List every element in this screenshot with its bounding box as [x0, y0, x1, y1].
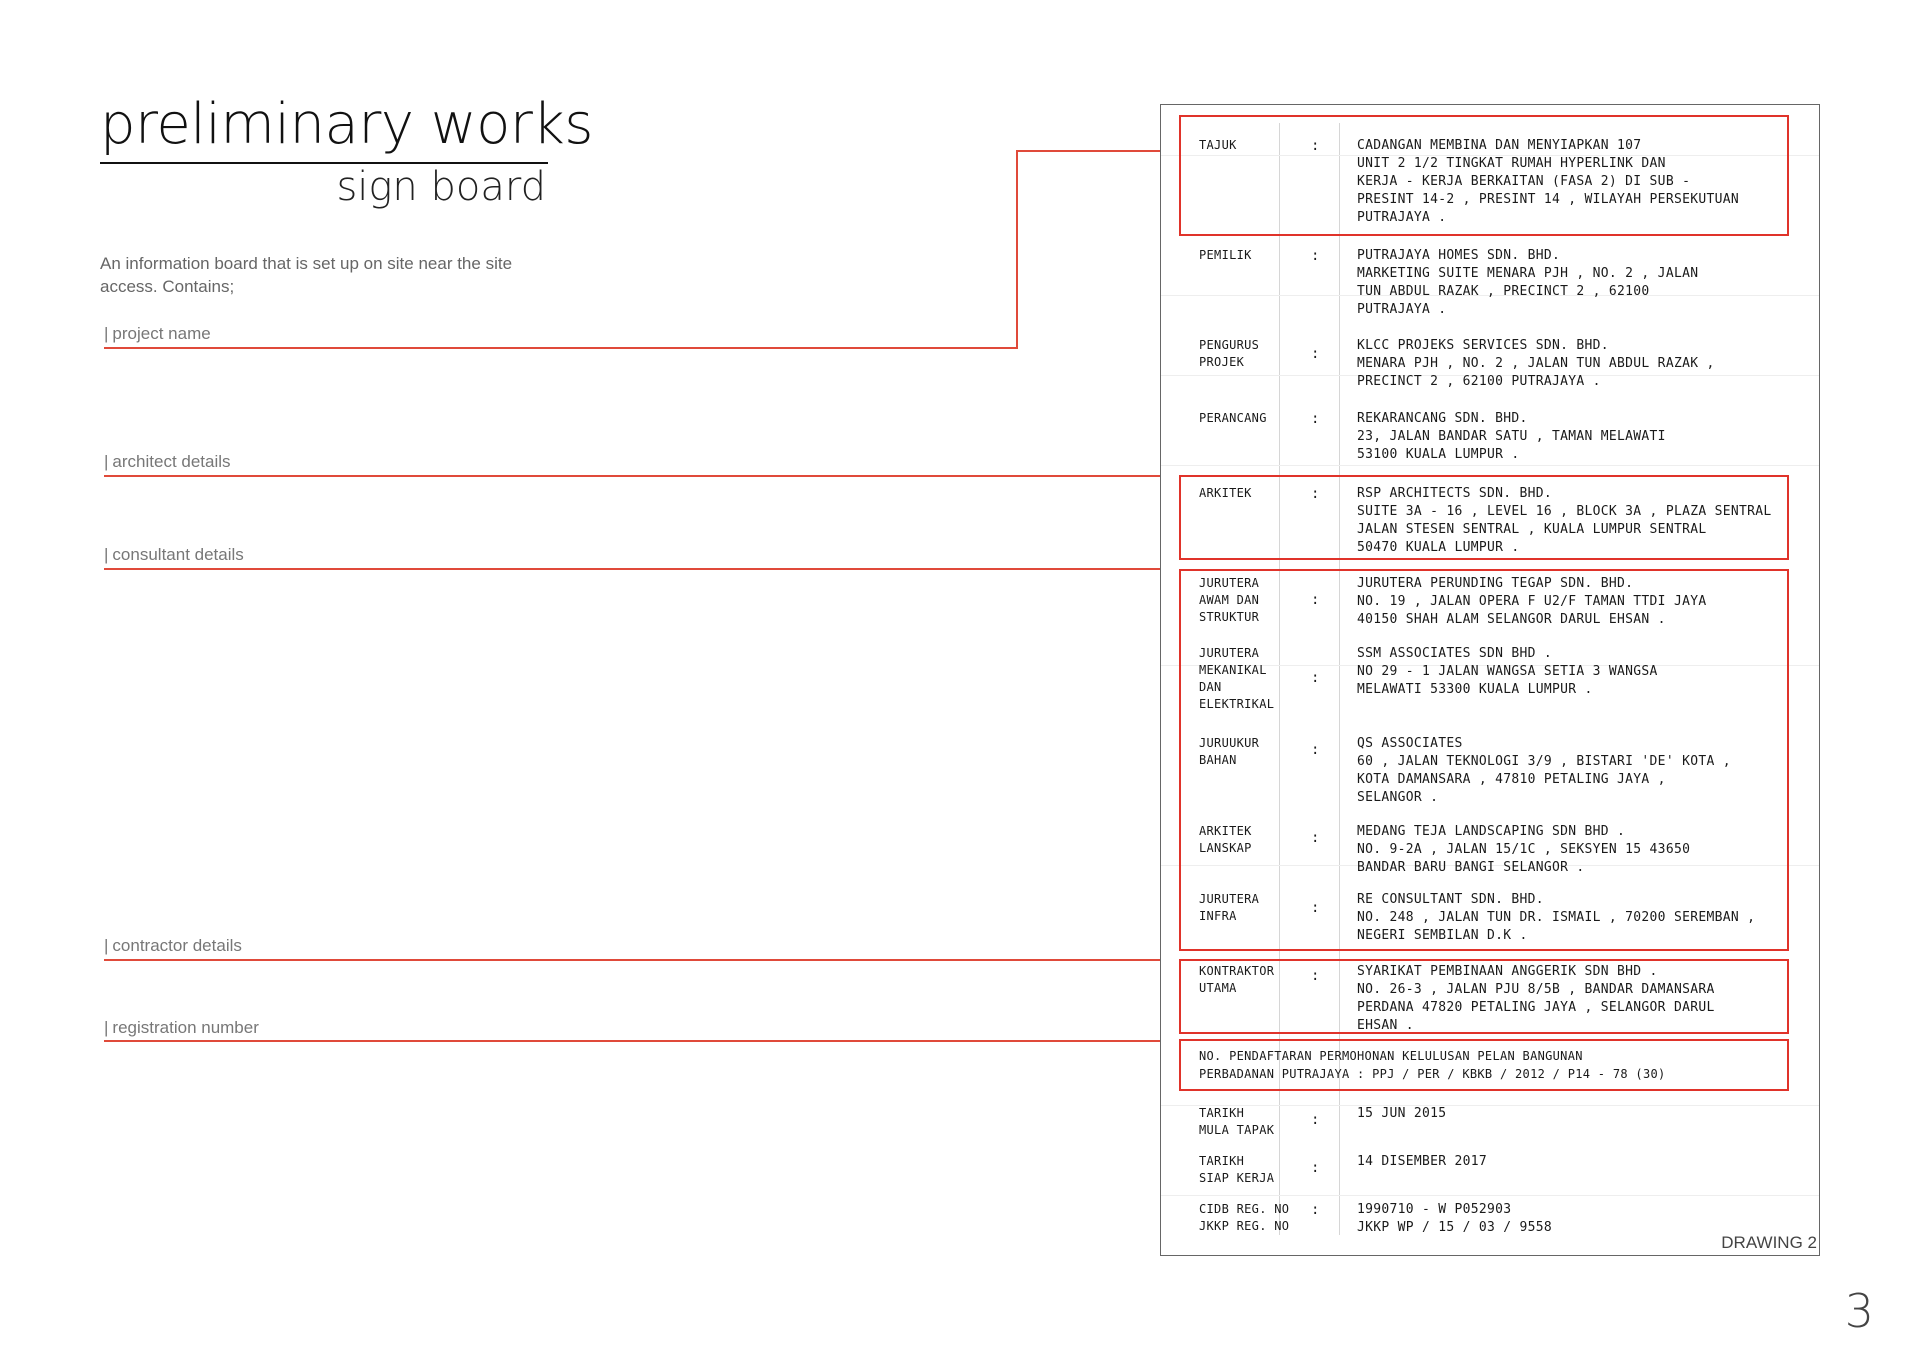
leader-project-name [104, 347, 1018, 349]
colon: : [1311, 346, 1320, 362]
guide-line [1161, 1195, 1819, 1196]
key-arkitek-lanskap: ARKITEK LANSKAP [1199, 824, 1252, 855]
key-arkitek: ARKITEK [1199, 486, 1252, 500]
colon: : [1311, 900, 1320, 916]
colon: : [1311, 1160, 1320, 1176]
key-tarikh-mula: TARIKH MULA TAPAK [1199, 1106, 1275, 1137]
value-kontraktor-utama: SYARIKAT PEMBINAAN ANGGERIK SDN BHD . NO. 26-3 , JALAN PJU 8/5B , BANDAR DAMANSARA PERDANA 47820 PETALING JAYA , SELANGOR DARUL EHSAN . [1357, 964, 1715, 1033]
guide-line [1161, 465, 1819, 466]
value-pemilik: PUTRAJAYA HOMES SDN. BHD. MARKETING SUITE MENARA PJH , NO. 2 , JALAN TUN ABDUL RAZAK , PRECINCT 2 , 62100 PUTRAJAYA . [1357, 248, 1699, 317]
label-contractor-details: | contractor details [104, 936, 242, 955]
value-pengurus-projek: KLCC PROJEKS SERVICES SDN. BHD. MENARA PJH , NO. 2 , JALAN TUN ABDUL RAZAK , PRECINCT 2 , 62100 PUTRAJAYA . [1357, 338, 1715, 389]
value-perancang: REKARANCANG SDN. BHD. 23, JALAN BANDAR SATU , TAMAN MELAWATI 53100 KUALA LUMPUR . [1357, 411, 1666, 462]
key-pemilik: PEMILIK [1199, 248, 1252, 262]
drawing-label: DRAWING 2 [1721, 1233, 1817, 1252]
key-tajuk: TAJUK [1199, 138, 1237, 152]
value-tarikh-mula: 15 JUN 2015 [1357, 1106, 1447, 1121]
key-pengurus-projek: PENGURUS PROJEK [1199, 338, 1260, 369]
label-consultant-details: | consultant details [104, 545, 244, 564]
key-jurutera-awam: JURUTERA AWAM DAN STRUKTUR [1199, 576, 1260, 624]
key-cidb-jkkp: CIDB REG. NO JKKP REG. NO [1199, 1202, 1290, 1233]
colon: : [1311, 830, 1320, 846]
leader-consultant [104, 568, 1180, 570]
leader-architect [104, 475, 1180, 477]
colon: : [1311, 592, 1320, 608]
label-project-name: | project name [104, 324, 211, 343]
value-jurutera-infra: RE CONSULTANT SDN. BHD. NO. 248 , JALAN TUN DR. ISMAIL , 70200 SEREMBAN , NEGERI SEMBILAN D.K . [1357, 892, 1756, 943]
leader-contractor [104, 959, 1180, 961]
colon: : [1311, 670, 1320, 686]
leader-registration [104, 1040, 1180, 1042]
key-perancang: PERANCANG [1199, 411, 1267, 425]
value-tarikh-siap: 14 DISEMBER 2017 [1357, 1154, 1488, 1169]
leader-project-name-top [1016, 150, 1180, 152]
value-cidb-jkkp: 1990710 - W P052903 JKKP WP / 15 / 03 / 9558 [1357, 1202, 1553, 1235]
value-arkitek-lanskap: MEDANG TEJA LANDSCAPING SDN BHD . NO. 9-2A , JALAN 15/1C , SEKSYEN 15 43650 BANDAR BARU BANGI SELANGOR . [1357, 824, 1691, 875]
colon: : [1311, 248, 1320, 264]
page-subtitle: sign board [336, 164, 546, 210]
key-juruukur-bahan: JURUUKUR BAHAN [1199, 736, 1260, 767]
value-juruukur-bahan: QS ASSOCIATES 60 , JALAN TEKNOLOGI 3/9 , BISTARI 'DE' KOTA , KOTA DAMANSARA , 47810 PETALING JAYA , SELANGOR . [1357, 736, 1731, 805]
page-number: 3 [1844, 1284, 1874, 1338]
key-kontraktor-utama: KONTRAKTOR UTAMA [1199, 964, 1275, 995]
label-registration-number: | registration number [104, 1018, 259, 1037]
sign-board-drawing [1160, 104, 1820, 1256]
key-jurutera-infra: JURUTERA INFRA [1199, 892, 1260, 923]
value-jurutera-awam: JURUTERA PERUNDING TEGAP SDN. BHD. NO. 19 , JALAN OPERA F U2/F TAMAN TTDI JAYA 40150 SHAH ALAM SELANGOR DARUL EHSAN . [1357, 576, 1707, 627]
colon: : [1311, 968, 1320, 984]
label-architect-details: | architect details [104, 452, 231, 471]
colon: : [1311, 1112, 1320, 1128]
colon: : [1311, 411, 1320, 427]
colon: : [1311, 138, 1320, 154]
intro-text: An information board that is set up on site near the site access. Contains; [100, 254, 513, 296]
key-tarikh-siap: TARIKH SIAP KERJA [1199, 1154, 1275, 1185]
value-pendaftaran: NO. PENDAFTARAN PERMOHONAN KELULUSAN PELAN BANGUNAN PERBADANAN PUTRAJAYA : PPJ / PER / KBKB / 2012 / P14 - 78 (30) [1199, 1049, 1666, 1081]
value-tajuk: CADANGAN MEMBINA DAN MENYIAPKAN 107 UNIT 2 1/2 TINGKAT RUMAH HYPERLINK DAN KERJA - KERJA BERKAITAN (FASA 2) DI SUB - PRESINT 14-2 , PRESINT 14 , WILAYAH PERSEKUTUAN PUTRAJAYA . [1357, 138, 1739, 225]
key-jurutera-mekanikal: JURUTERA MEKANIKAL DAN ELEKTRIKAL [1199, 646, 1275, 711]
colon: : [1311, 1202, 1320, 1218]
colon: : [1311, 486, 1320, 502]
value-jurutera-mekanikal: SSM ASSOCIATES SDN BHD . NO 29 - 1 JALAN WANGSA SETIA 3 WANGSA MELAWATI 53300 KUALA LUMPUR . [1357, 646, 1658, 697]
colon: : [1311, 742, 1320, 758]
leader-project-name-riser [1016, 150, 1018, 349]
page-title: preliminary works [100, 92, 593, 157]
value-arkitek: RSP ARCHITECTS SDN. BHD. SUITE 3A - 16 , LEVEL 16 , BLOCK 3A , PLAZA SENTRAL JALAN STESEN SENTRAL , KUALA LUMPUR SENTRAL 50470 KUALA LUMPUR . [1357, 486, 1772, 555]
